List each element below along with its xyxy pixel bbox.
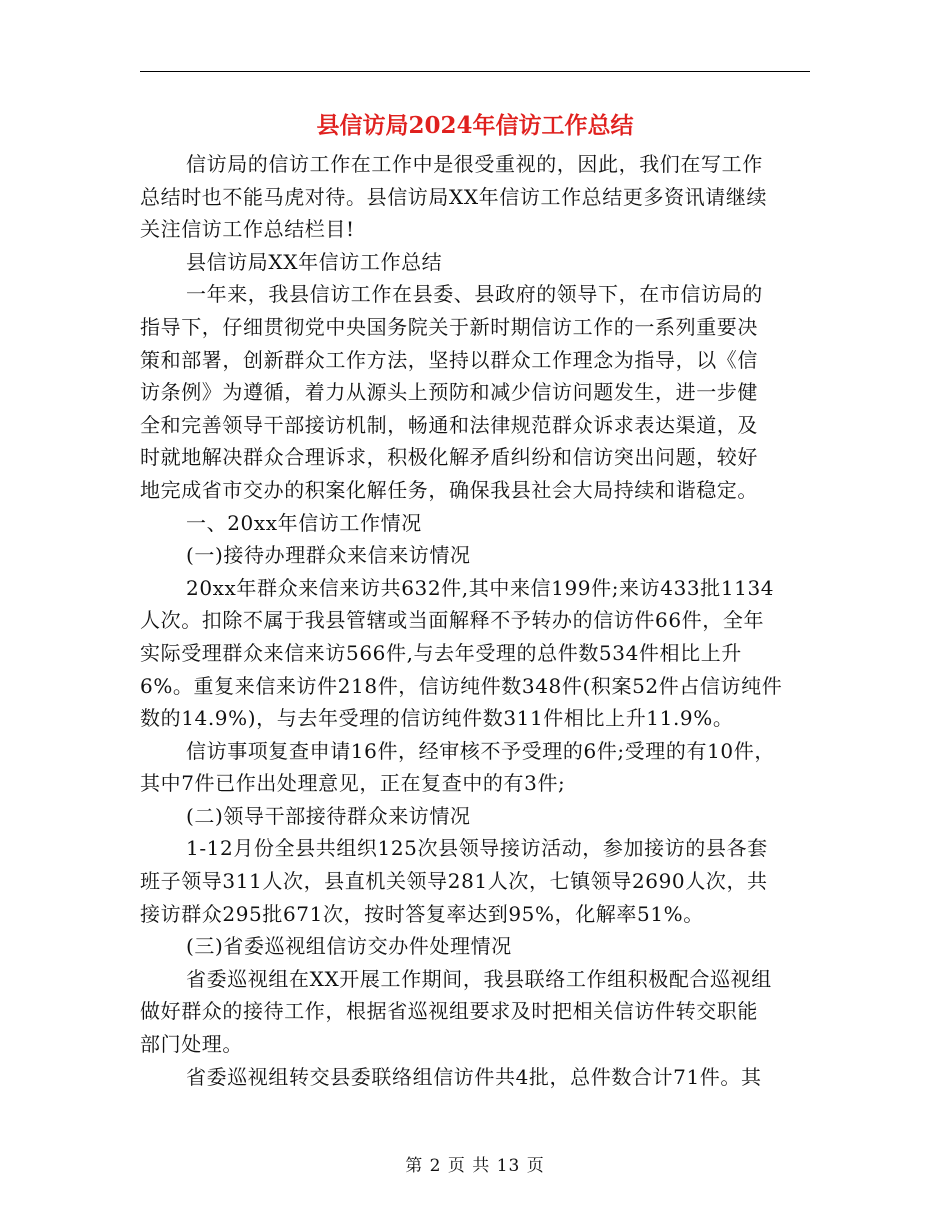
- body-line: 指导下，仔细贯彻党中央国务院关于新时期信访工作的一系列重要决: [140, 314, 758, 339]
- body-line: 省委巡视组转交县委联络组信访件共4批，总件数合计71件。其: [186, 1064, 762, 1089]
- body-line: 省委巡视组在XX开展工作期间，我县联络工作组积极配合巡视组: [186, 966, 772, 991]
- body-line: (二)领导干部接待群众来访情况: [186, 803, 471, 828]
- body-line: 1-12月份全县共组织125次县领导接访活动，参加接访的县各套: [186, 836, 768, 861]
- document-body: [140, 148, 810, 1093]
- body-line: 其中7件已作出处理意见，正在复查中的有3件;: [140, 771, 566, 796]
- body-line: 全和完善领导干部接访机制，畅通和法律规范群众诉求表达渠道，及: [140, 412, 758, 437]
- body-line: 人次。扣除不属于我县管辖或当面解释不予转办的信访件66件，全年: [140, 608, 765, 633]
- body-line: 一年来，我县信访工作在县委、县政府的领导下，在市信访局的: [186, 282, 763, 307]
- body-line: 关注信访工作总结栏目!: [140, 217, 355, 242]
- body-line: 总结时也不能马虎对待。县信访局XX年信访工作总结更多资讯请继续: [140, 184, 768, 209]
- body-line: 信访事项复查申请16件，经审核不予受理的6件;受理的有10件，: [186, 738, 775, 763]
- body-line: 策和部署，创新群众工作方法，坚持以群众工作理念为指导，以《信: [140, 347, 758, 372]
- body-line: 实际受理群众来信来访566件,与去年受理的总件数534件相比上升: [140, 640, 742, 665]
- body-line: 访条例》为遵循，着力从源头上预防和减少信访问题发生，进一步健: [140, 380, 758, 405]
- body-line: 地完成省市交办的积案化解任务，确保我县社会大局持续和谐稳定。: [140, 477, 758, 502]
- body-line: 信访局的信访工作在工作中是很受重视的，因此，我们在写工作: [186, 152, 763, 176]
- body-line: 一、20xx年信访工作情况: [186, 510, 422, 535]
- body-line: 县信访局XX年信访工作总结: [186, 249, 443, 274]
- body-line: 6%。重复来信来访件218件，信访纯件数348件(积案52件占信访纯件: [140, 673, 783, 698]
- body-line: 班子领导311人次，县直机关领导281人次，七镇领导2690人次，共: [140, 869, 768, 894]
- body-line: 时就地解决群众合理诉求，积极化解矛盾纠纷和信访突出问题，较好: [140, 445, 758, 470]
- page-footer: 第 2 页 共 13 页: [405, 1156, 545, 1176]
- body-line: 20xx年群众来信来访共632件,其中来信199件;来访433批1134: [186, 575, 775, 600]
- body-line: 数的14.9%)，与去年受理的信访纯件数311件相比上升11.9%。: [140, 706, 734, 731]
- header-rule: [140, 71, 810, 72]
- body-line: 接访群众295批671次，按时答复率达到95%，化解率51%。: [140, 901, 704, 926]
- body-line: 部门处理。: [140, 1032, 243, 1057]
- document-title: 县信访局2024年信访工作总结: [316, 112, 634, 139]
- body-line: (一)接待办理群众来信来访情况: [186, 543, 471, 568]
- body-line: (三)省委巡视组信访交办件处理情况: [186, 934, 512, 959]
- body-line: 做好群众的接待工作，根据省巡视组要求及时把相关信访件转交职能: [140, 999, 758, 1024]
